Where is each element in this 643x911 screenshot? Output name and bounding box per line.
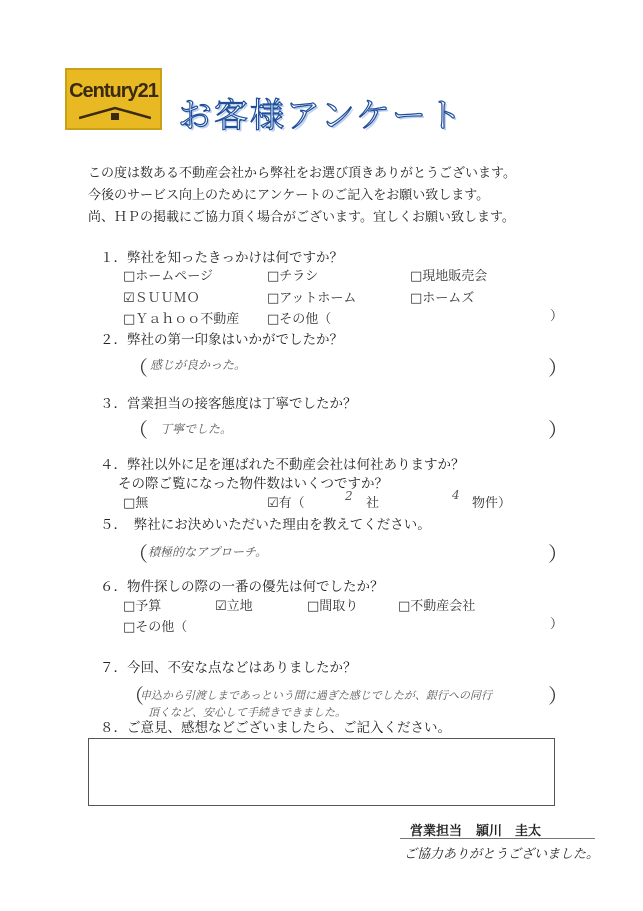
- logo-wordmark: Century21: [69, 80, 158, 102]
- q2-open-paren: （: [128, 356, 148, 380]
- intro-line-1: この度は数ある不動産会社から弊社をお選び頂きありがとうございます。: [88, 166, 516, 181]
- q2-close-paren: ）: [548, 356, 568, 380]
- option-yahoo[interactable]: □Ｙａｈｏｏ不動産: [123, 312, 240, 327]
- option-suumo[interactable]: ☑ＳＵＵＭＯ: [123, 291, 200, 306]
- q6-close-paren: ）: [550, 617, 564, 632]
- option-location[interactable]: ☑立地: [215, 599, 253, 614]
- q5-close-paren: ）: [548, 542, 568, 566]
- q3-open-paren: （: [128, 418, 148, 442]
- house-roof-icon: [79, 106, 151, 120]
- q7-close-paren: ）: [548, 684, 568, 708]
- option-homes[interactable]: □ホームズ: [410, 291, 475, 306]
- intro-line-2: 今後のサービス向上のためにアンケートのご記入をお願い致します。: [88, 188, 490, 203]
- q7-handwritten-answer-line2: 頂くなど、安心して手続きできました。: [148, 706, 346, 719]
- q7-handwritten-answer-line1: 申込から引渡しまであっという間に過ぎた感じでしたが、銀行への同行: [140, 689, 492, 702]
- q4-bukken-label: 物件）: [472, 496, 512, 511]
- question-2-label: ２．弊社の第一印象はいかがでしたか？: [100, 332, 343, 348]
- option-athome[interactable]: □アットホーム: [267, 291, 357, 306]
- q3-handwritten-answer: 丁寧でした。: [160, 422, 233, 436]
- option-other[interactable]: □その他（: [267, 312, 332, 327]
- option-yes[interactable]: ☑有（: [267, 496, 305, 511]
- question-3-label: ３．営業担当の接客態度は丁寧でしたか？: [100, 396, 357, 412]
- q4-sha-label: 社: [366, 496, 380, 511]
- question-6-label: ６．物件探しの際の一番の優先は何でしたか？: [100, 579, 384, 595]
- question-4-label-line1: ４．弊社以外に足を運ばれた不動産会社は何社ありますか？: [100, 457, 465, 473]
- q5-open-paren: （: [128, 542, 148, 566]
- signature-line: [400, 838, 595, 839]
- option-flyer[interactable]: □チラシ: [267, 269, 319, 284]
- option-real-estate-company[interactable]: □不動産会社: [398, 599, 476, 614]
- q3-close-paren: ）: [548, 418, 568, 442]
- option-none[interactable]: □無: [123, 496, 149, 511]
- option-floorplan[interactable]: □間取り: [307, 599, 359, 614]
- question-5-label: ５． 弊社にお決めいただいた理由を教えてください。: [100, 517, 431, 533]
- q7-open-paren: （: [124, 684, 144, 708]
- question-1-label: １．弊社を知ったきっかけは何ですか？: [100, 250, 343, 266]
- question-7-label: ７．今回、不安な点などはありましたか？: [100, 660, 357, 676]
- q2-handwritten-answer: 感じが良かった。: [150, 358, 247, 372]
- option-other-priority[interactable]: □その他（: [123, 620, 188, 635]
- question-8-label: ８．ご意見、感想などございましたら、ご記入ください。: [100, 720, 451, 736]
- q5-handwritten-answer: 積極的なアプローチ。: [148, 545, 268, 559]
- page-title: お客様アンケート: [178, 96, 464, 136]
- intro-line-3: 尚、ＨＰの掲載にご協力頂く場合がございます。宜しくお願い致します。: [88, 210, 515, 225]
- century21-logo: [65, 68, 162, 130]
- q4-properties-count: 4: [452, 488, 460, 502]
- comments-box[interactable]: [88, 738, 555, 806]
- option-budget[interactable]: □予算: [123, 599, 162, 614]
- staff-name: 頴川 圭太: [476, 824, 542, 839]
- question-4-label-line2: その際ご覧になった物件数はいくつですか？: [118, 476, 388, 492]
- q4-companies-count: 2: [345, 489, 353, 503]
- q1-close-paren: ）: [550, 309, 564, 324]
- closing-message: ご協力ありがとうございました。: [404, 847, 600, 862]
- option-homepage[interactable]: □ホームページ: [123, 269, 214, 284]
- option-open-house[interactable]: □現地販売会: [410, 269, 488, 284]
- staff-label: 営業担当: [410, 824, 463, 839]
